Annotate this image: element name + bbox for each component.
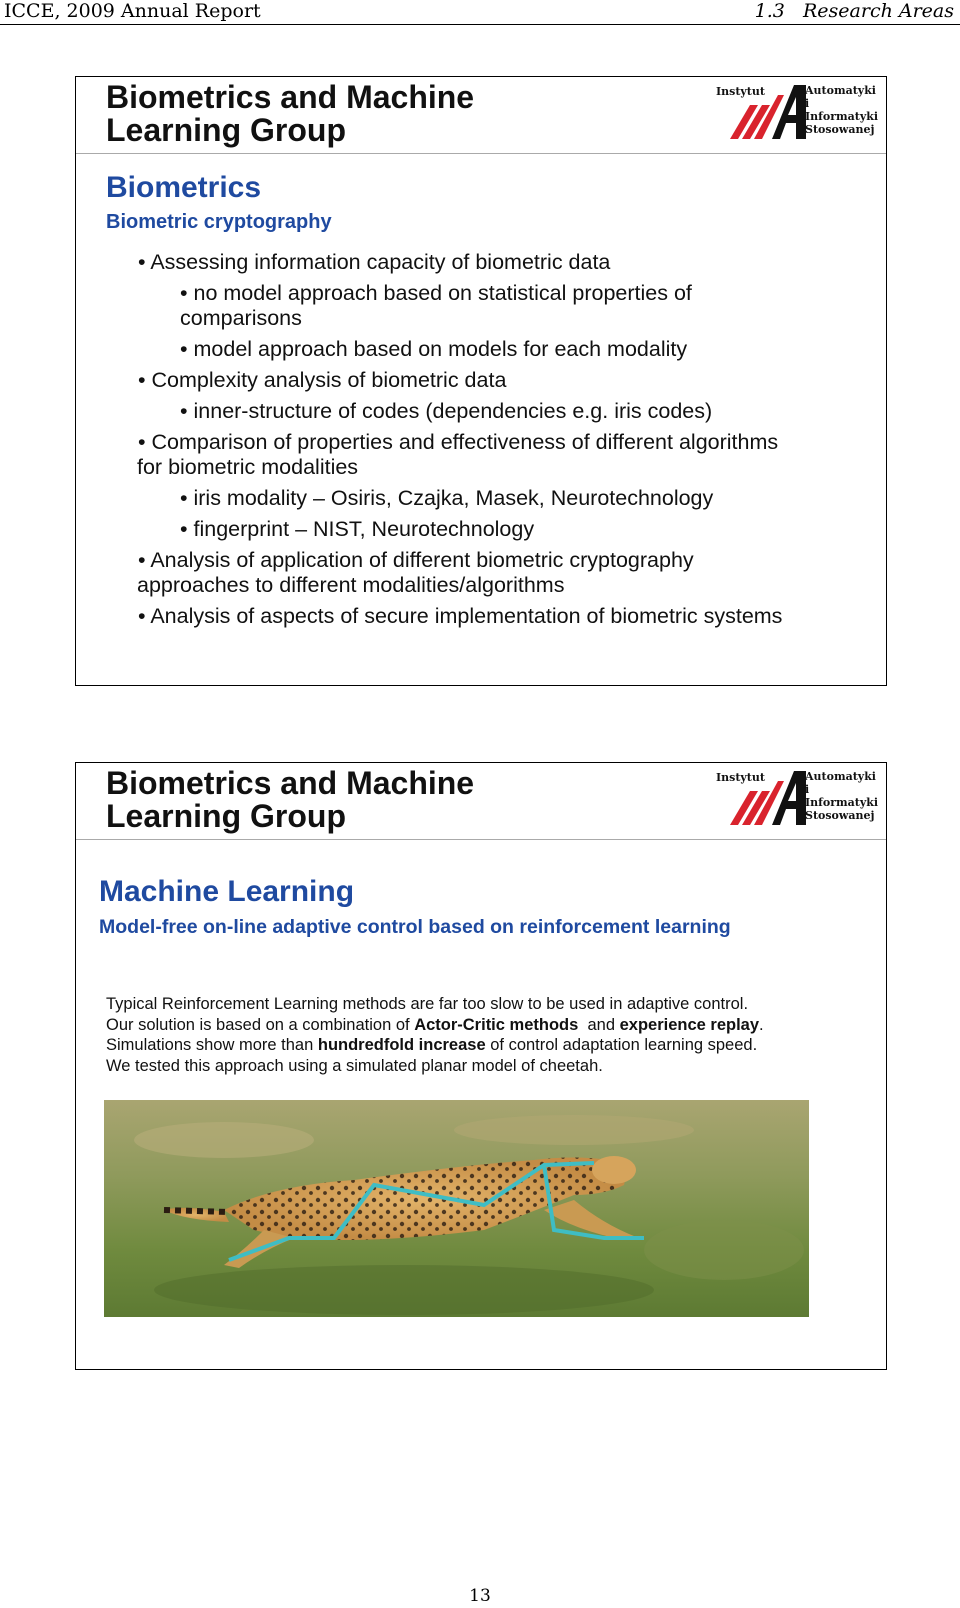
section-title: Biometrics [106,171,262,204]
bullet-item: • Complexity analysis of biometric data [138,368,507,392]
sub-bullet-item: • no model approach based on statistical properties of [180,281,692,305]
logo-mark-icon [728,769,808,827]
slide-title [106,81,474,147]
bullet-item: • Analysis of application of different biometric cryptography [138,548,694,572]
logo-line-2: i Informatyki [805,783,879,809]
slide-title-line-2: Learning Group [106,798,346,834]
emphasis-hundredfold: hundredfold increase [317,1036,486,1054]
slide-title [106,767,474,833]
description-text [106,994,866,1076]
logo-instytut-text: Instytut [716,85,765,98]
slide-title-divider [76,153,886,154]
description-line [106,1035,866,1056]
description-line: Typical Reinforcement Learning methods are far too slow to be used in adaptive control. [106,995,749,1013]
logo-institute-name [805,84,886,136]
sub-bullet-item: • fingerprint – NIST, Neurotechnology [180,517,535,541]
logo-instytut-text: Instytut [716,771,765,784]
sub-bullet-item: • inner-structure of codes (dependencies e.g. iris codes) [180,399,713,423]
logo-line-3: Stosowanej [805,123,875,136]
cheetah-photo [104,1100,809,1317]
slide-title-line-1: Biometrics and Machine [106,79,475,115]
bullet-list [106,250,876,635]
bullet-item: • Assessing information capacity of biometric data [138,250,611,274]
sub-bullet-item: • model approach based on models for each modality [180,337,688,361]
logo-line-3: Stosowanej [805,809,875,822]
slide-title-divider [76,839,886,840]
logo-line-2: i Informatyki [805,97,879,123]
slide-machine-learning [75,762,887,1370]
page-header [0,0,960,24]
section-title: Machine Learning [99,875,355,908]
institute-logo [716,83,886,143]
running-header-left: ICCE, 2009 Annual Report [4,0,261,22]
emphasis-experience-replay: experience replay [619,1015,760,1034]
running-header-right: 1.3 Research Areas [754,0,954,22]
page-number: 13 [469,1586,491,1606]
sub-bullet-item: • iris modality – Osiris, Czajka, Masek, Neurotechnology [180,486,714,510]
bullet-continuation: approaches to different modalities/algorithms [137,573,565,597]
description-line [106,1015,866,1036]
slide-title-line-1: Biometrics and Machine [106,765,475,801]
text-run: of control adaptation learning speed. [485,1036,758,1054]
description-line: We tested this approach using a simulated planar model of cheetah. [106,1056,603,1075]
slide-title-line-2: Learning Group [106,112,346,148]
bullet-item: • Analysis of aspects of secure implementation of biometric systems [138,604,783,628]
logo-line-1: Automatyki [805,770,876,783]
text-run: Our solution is based on a combination of [106,1015,415,1034]
logo-mark-icon [728,83,808,141]
sub-bullet-continuation: comparisons [180,306,302,330]
bullet-continuation: for biometric modalities [137,455,359,479]
logo-line-1: Automatyki [805,84,876,97]
logo-institute-name [805,770,886,822]
bullet-item: • Comparison of properties and effectiveness of different algorithms [138,430,779,454]
text-run: and [578,1015,620,1034]
section-subtitle: Model-free on-line adaptive control based on reinforcement learning [99,916,731,938]
header-rule [0,24,960,25]
section-subtitle: Biometric cryptography [106,211,332,233]
slide-biometrics [75,76,887,686]
text-run: . [759,1015,764,1034]
institute-logo [716,769,886,829]
text-run: Simulations show more than [106,1036,318,1054]
emphasis-actor-critic: Actor-Critic methods [414,1015,579,1034]
